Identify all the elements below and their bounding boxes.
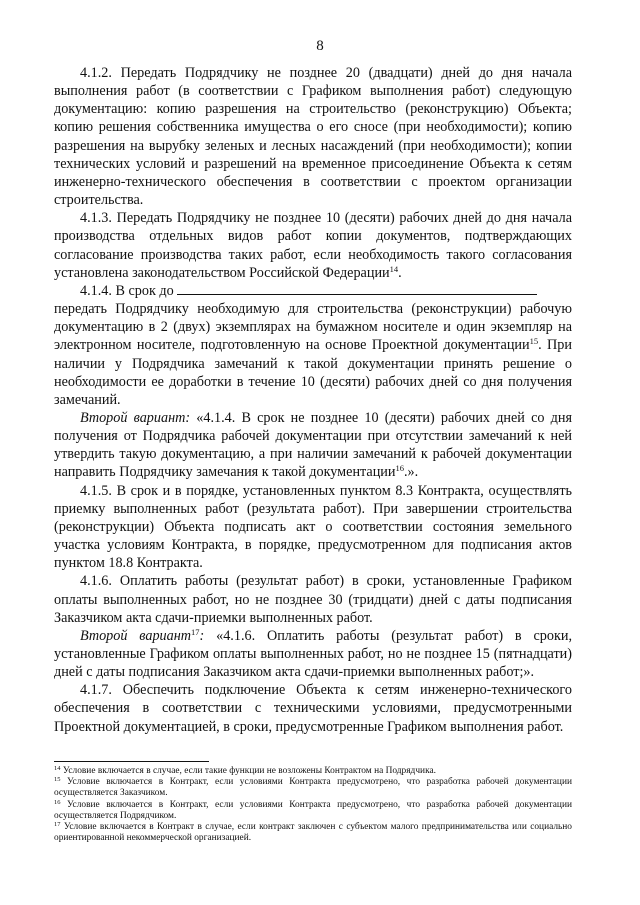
footnote-ref-14: 14 [389, 263, 399, 274]
clause-4-1-6: 4.1.6. Оплатить работы (результат работ) в сроки, установленные Графиком оплаты выполненных работ, но не позднее 30 (тридцати) дней с даты подписания Заказчиком акта сдачи-приемки выполненных работ. [54, 573, 572, 626]
variant-label: Второй вариант [80, 627, 192, 644]
footnote-14: $^{14}$ Условие включается в случае, если такие функции не возложены Контрактом на Подрядчика. [54, 765, 436, 776]
document-body [54, 64, 572, 736]
clause-4-1-2: 4.1.2. Передать Подрядчику не позднее 20 (двадцати) дней до дня начала выполнения работ (в соответствии с Графиком выполнения работ) следующую документацию: копию разрешения на строительство (реконструкцию) Объекта; копию решения собственника имущества о его сносе (при необходимости); копию разрешения на вырубку зеленых и лесных насаждений (при необходимости); копии технических условий и разрешений на временное присоединение Объекта к сетям инженерно-технического обеспечения в соответствии с проектом организации строительства. [54, 65, 572, 209]
clause-4-1-4-variant-2: Второй вариант: «4.1.4. В срок не позднее 10 (десяти) рабочих дней со дня получения от Подрядчика рабочей документации при отсутствии замечаний к ней утвердить такую документацию, а при наличии замечаний к рабочей документации направить Подрядчику замечания к такой документации$^{16}$.». [54, 409, 572, 481]
clause-4-1-6-variant-2: Второй вариант$^{17}$: «4.1.6. Оплатить работы (результат работ) в сроки, установленные Графиком оплаты выполненных работ, но не позднее 15 (пятнадцати) дней с даты подписания Заказчиком акта сдачи-приемки выполненных работ;». [54, 626, 572, 681]
footnote-17: $^{17}$ Условие включается в Контракт в случае, если контракт заключен с субъектом малого предпринимательства или социально ориентированной некоммерческой организацией. [54, 821, 572, 844]
footnote-16: $^{16}$ Условие включается в Контракт, если условиями Контракта предусмотрено, что разработка рабочей документации осуществляется Подрядчиком. [54, 798, 572, 821]
footnote-ref-16: 16 [395, 463, 404, 474]
clause-4-1-4: 4.1.4. В срок до [54, 282, 572, 300]
footnote-ref-17: 17 [191, 626, 200, 637]
clause-4-1-4-continuation: передать Подрядчику необходимую для строительства (реконструкции) рабочую документацию в 2 (двух) экземплярах на бумажном носителе и один экземпляр на электронном носителе, подготовленную на основе Проектной документации$^{15}$. При наличии у Подрядчика замечаний к такой документации принять решение о необходимости ее доработки в течение 10 (десяти) рабочих дней со дня получения замечаний. [54, 301, 572, 408]
footnote-separator [54, 761, 209, 762]
footnote-15: $^{15}$ Условие включается в Контракт, если условиями Контракта предусмотрено, что разработка рабочей документации осуществляется Заказчиком. [54, 776, 572, 799]
blank-date-line [177, 283, 537, 295]
variant-label: Второй вариант: [80, 409, 191, 426]
clause-4-1-3: 4.1.3. Передать Подрядчику не позднее 10 (десяти) рабочих дней до дня начала производства отдельных видов работ копии документов, подтверждающих согласование производства таких работ, если необходимость такого согласования установлена законодательством Российской Федерации$^{14}$. [54, 210, 572, 281]
page-number: 8 [316, 38, 324, 54]
clause-4-1-5: 4.1.5. В срок и в порядке, установленных пунктом 8.3 Контракта, осуществлять приемку выполненных работ (результата работ). При завершении строительства (реконструкции) Объекта подписать акт о соответствии состояния земельного участка условиям Контракта, в порядке, предусмотренном для подписания актов пунктом 18.8 Контракта. [54, 482, 572, 572]
footnotes [54, 766, 572, 844]
clause-4-1-7: 4.1.7. Обеспечить подключение Объекта к сетям инженерно-технического обеспечения в соответствии с техническими условиями, предусмотренными Проектной документацией, в сроки, предусмотренные Графиком выполнения работ. [54, 682, 572, 735]
footnote-ref-15: 15 [529, 336, 539, 347]
